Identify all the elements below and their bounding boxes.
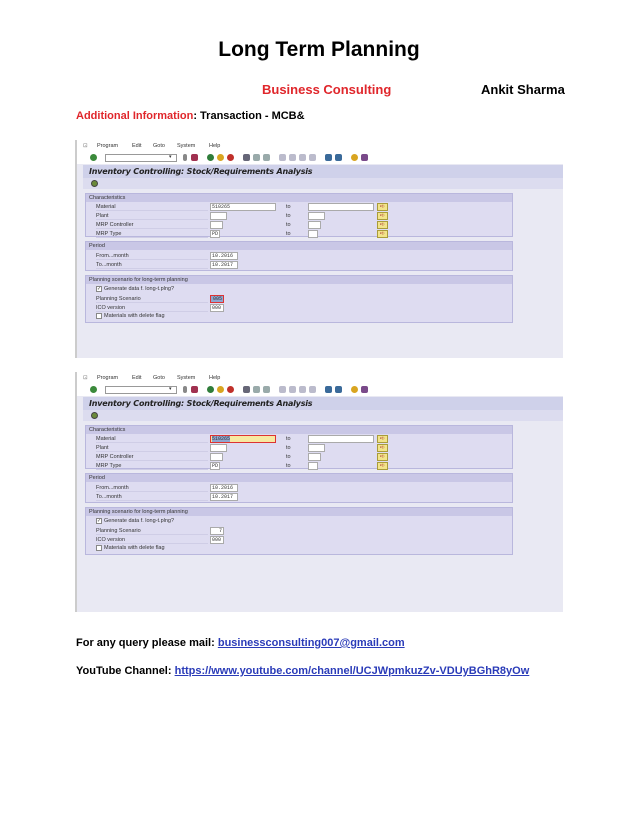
mrp-controller-row [94,221,504,229]
help-icon[interactable] [351,386,358,393]
field-label: Planning Scenario [96,528,208,535]
cancel-icon[interactable] [227,386,234,393]
to-label: to [286,231,291,237]
field-label: MRP Controller [96,222,208,229]
shortcut-icon[interactable] [335,386,342,393]
back-icon[interactable] [207,386,214,393]
last-page-icon[interactable] [309,386,316,393]
exit-icon[interactable] [217,386,224,393]
multiple-selection-arrow-icon[interactable]: ➪ [377,453,388,461]
command-field[interactable] [105,154,177,162]
planning-scenario-input[interactable]: 005 [210,295,224,303]
help-icon[interactable] [351,154,358,161]
mrp-controller-row [94,453,504,461]
additional-info [76,110,305,122]
planning-scenario-group [85,507,513,555]
from-month-input[interactable]: 10.2016 [210,252,238,260]
standard-toolbar [77,384,563,396]
period-group [85,473,513,503]
delete-flag-checkbox[interactable] [96,545,102,551]
additional-info-value: Transaction - MCB& [197,110,305,122]
save-icon[interactable] [191,154,198,161]
menu-icon[interactable]: ⊡ [83,143,88,149]
multiple-selection-arrow-icon[interactable]: ➪ [377,212,388,220]
new-session-icon[interactable] [325,154,332,161]
delete-flag-label: Materials with delete flag [104,545,165,551]
material-to-input[interactable] [308,203,374,211]
find-next-icon[interactable] [263,154,270,161]
planning-scenario-group [85,275,513,323]
planning-scenario-row [94,527,504,535]
screen-title: Inventory Controlling: Stock/Requirements Analysis [83,165,563,178]
save-icon[interactable] [191,386,198,393]
to-month-input[interactable]: 10.2017 [210,261,238,269]
field-label: Material [96,436,208,443]
find-next-icon[interactable] [263,386,270,393]
to-month-row [94,261,504,269]
menu-system[interactable]: System [177,143,196,149]
generate-data-checkbox[interactable]: ✓ [97,286,102,292]
next-page-icon[interactable] [299,386,306,393]
to-label: to [286,222,291,228]
material-value: 510265 [212,436,231,442]
field-label: Plant [96,445,208,452]
command-field[interactable] [105,386,177,394]
group-header: Planning scenario for long-term planning [86,276,512,284]
to-month-input[interactable]: 10.2017 [210,493,238,501]
layout-icon[interactable] [361,386,368,393]
ico-version-input[interactable]: 000 [210,304,224,312]
delete-flag-row [94,545,504,553]
menu-help[interactable]: Help [209,375,221,381]
delete-flag-label: Materials with delete flag [104,313,165,319]
youtube-line [76,665,529,677]
additional-info-sep: : [193,110,197,122]
back-icon[interactable] [207,154,214,161]
group-header: Characteristics [86,194,512,202]
field-label: From...month [96,485,208,492]
to-label: to [286,436,291,442]
menu-icon[interactable]: ⊡ [83,375,88,381]
author-name: Ankit Sharma [481,82,565,97]
generate-data-row [94,286,504,294]
layout-icon[interactable] [361,154,368,161]
to-label: to [286,445,291,451]
first-page-icon[interactable] [279,154,286,161]
field-label: From...month [96,253,208,260]
application-toolbar [83,410,563,421]
field-label: ICO version [96,305,208,312]
email-link[interactable]: businessconsulting007@gmail.com [217,637,405,649]
new-session-icon[interactable] [325,386,332,393]
menu-bar [77,372,563,384]
menu-bar [77,140,563,152]
delete-flag-checkbox[interactable] [96,313,102,319]
group-header: Period [86,242,512,250]
mrp-type-from-input[interactable]: PD [212,231,219,237]
back-arrow-icon[interactable] [183,386,187,393]
youtube-link[interactable]: https://www.youtube.com/channel/UCJWpmkuzZv-VDUyBGhR8yOw [174,665,530,677]
find-icon[interactable] [253,154,260,161]
application-toolbar [83,178,563,189]
menu-goto[interactable]: Goto [153,375,165,381]
first-page-icon[interactable] [279,386,286,393]
multiple-selection-arrow-icon[interactable]: ➪ [377,230,388,238]
menu-program[interactable]: Program [97,375,119,381]
prev-page-icon[interactable] [289,154,296,161]
mrp-type-to-input[interactable] [308,462,318,470]
group-header: Period [86,474,512,482]
last-page-icon[interactable] [309,154,316,161]
enter-icon[interactable] [90,154,97,161]
plant-from-input[interactable] [210,444,227,452]
ico-version-row [94,536,504,544]
from-month-row [94,252,504,260]
material-from-input[interactable] [210,435,276,443]
multiple-selection-arrow-icon[interactable]: ➪ [377,203,388,211]
characteristics-group [85,193,513,237]
planning-scenario-input[interactable]: 7 [210,527,224,535]
print-icon[interactable] [243,154,250,161]
back-arrow-icon[interactable] [183,154,187,161]
next-page-icon[interactable] [299,154,306,161]
mrp-controller-to-input[interactable] [308,453,321,461]
multiple-selection-arrow-icon[interactable]: ➪ [377,435,388,443]
find-icon[interactable] [253,386,260,393]
mail-label: For any query please mail: [76,637,218,649]
print-icon[interactable] [243,386,250,393]
generate-data-checkbox[interactable]: ✓ [97,518,102,524]
planning-scenario-row [94,295,504,303]
chevron-down-icon[interactable]: ▾ [169,386,172,392]
to-label: to [286,454,291,460]
group-header: Characteristics [86,426,512,434]
prev-page-icon[interactable] [289,386,296,393]
screen-title: Inventory Controlling: Stock/Requirements Analysis [83,397,563,410]
material-value: 510265 [212,204,231,210]
mrp-type-row [94,230,504,238]
cancel-icon[interactable] [227,154,234,161]
chevron-down-icon[interactable]: ▾ [169,154,172,160]
contact-mail-line [76,637,405,649]
material-row [94,203,504,211]
period-group [85,241,513,271]
generate-data-label: Generate data f. long-t.plng? [104,518,175,524]
field-label: To...month [96,262,208,269]
from-month-row [94,484,504,492]
field-label: ICO version [96,537,208,544]
group-header: Planning scenario for long-term planning [86,508,512,516]
multiple-selection-arrow-icon[interactable]: ➪ [377,444,388,452]
delete-flag-row [94,313,504,321]
plant-to-input[interactable] [308,212,325,220]
to-month-row [94,493,504,501]
menu-system[interactable]: System [177,375,196,381]
plant-to-input[interactable] [308,444,325,452]
menu-help[interactable]: Help [209,143,221,149]
ico-version-row [94,304,504,312]
generate-data-label: Generate data f. long-t.plng? [104,286,175,292]
exit-icon[interactable] [217,154,224,161]
menu-edit[interactable]: Edit [132,143,142,149]
sap-screenshot-1 [75,140,563,358]
execute-icon[interactable] [91,180,98,187]
menu-edit[interactable]: Edit [132,375,142,381]
field-label: Material [96,204,208,211]
additional-info-label: Additional Information [76,110,194,122]
enter-icon[interactable] [90,386,97,393]
menu-program[interactable]: Program [97,143,119,149]
generate-data-row [94,518,504,526]
material-from-input[interactable] [210,203,276,211]
plant-row [94,212,504,220]
multiple-selection-arrow-icon[interactable]: ➪ [377,221,388,229]
to-label: to [286,204,291,210]
plant-from-input[interactable] [210,212,227,220]
to-label: to [286,213,291,219]
sap-screenshot-2 [75,372,563,612]
field-label: To...month [96,494,208,501]
document-title: Long Term Planning [218,38,420,61]
mrp-controller-from-input[interactable] [210,221,223,229]
characteristics-group [85,425,513,469]
ico-version-input[interactable]: 000 [210,536,224,544]
mrp-type-from-input[interactable]: PD [212,463,219,469]
from-month-input[interactable]: 10.2016 [210,484,238,492]
field-label: Plant [96,213,208,220]
execute-icon[interactable] [91,412,98,419]
shortcut-icon[interactable] [335,154,342,161]
to-label: to [286,463,291,469]
field-label: Planning Scenario [96,296,208,303]
mrp-type-to-input[interactable] [308,230,318,238]
field-label: MRP Type [96,463,208,470]
company-name: Business Consulting [262,82,392,97]
mrp-controller-from-input[interactable] [210,453,223,461]
standard-toolbar [77,152,563,164]
mrp-type-row [94,462,504,470]
multiple-selection-arrow-icon[interactable]: ➪ [377,462,388,470]
youtube-label: YouTube Channel: [76,665,175,677]
mrp-controller-to-input[interactable] [308,221,321,229]
field-label: MRP Type [96,231,208,238]
menu-goto[interactable]: Goto [153,143,165,149]
material-row [94,435,504,443]
plant-row [94,444,504,452]
field-label: MRP Controller [96,454,208,461]
material-to-input[interactable] [308,435,374,443]
